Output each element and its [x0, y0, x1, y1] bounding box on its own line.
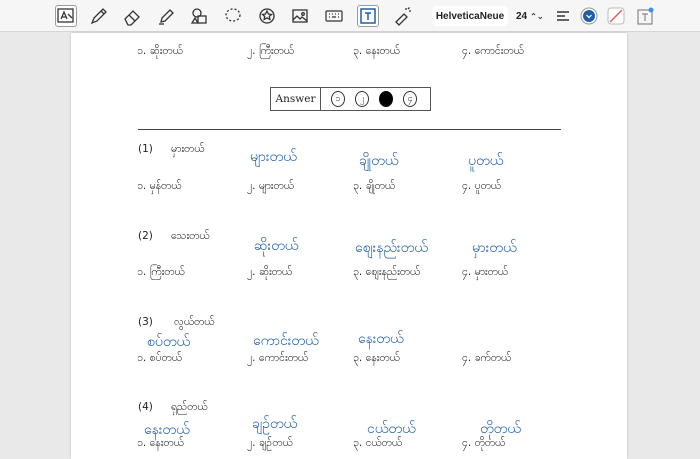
question-2-number: (2): [138, 230, 153, 242]
q3-option-4: ၄. ခက်တယ်: [462, 352, 512, 364]
q2-option-4: ၄. မှားတယ်: [462, 266, 508, 278]
q1-option-2: ၂. များတယ်: [247, 180, 294, 192]
image-icon[interactable]: [289, 5, 311, 27]
question-2-word: သေးတယ်: [171, 230, 210, 242]
lasso-icon[interactable]: [222, 5, 244, 27]
question-1-word: မှားတယ်: [171, 143, 205, 155]
shapes-icon[interactable]: [188, 5, 210, 27]
divider-line: [138, 129, 561, 130]
question-4-word: ရှည်တယ်: [171, 401, 208, 413]
document-page: [71, 33, 627, 459]
handwritten-q3-1: စပ်တယ်: [147, 334, 191, 350]
q2-option-2: ၂. ဆိုးတယ်: [247, 266, 293, 278]
handwritten-q1-1: များတယ်: [250, 149, 297, 165]
stepper-chevron-icon: ⌃⌄: [530, 11, 544, 21]
handwritten-q4-4: တိုတယ်: [480, 421, 521, 437]
text-style-icon[interactable]: [634, 5, 656, 27]
sticker-icon[interactable]: [256, 5, 278, 27]
font-size-value: 24: [516, 10, 528, 22]
handwritten-q4-2: ချဉ်တယ်: [252, 416, 298, 432]
q1-option-1: ၁. မှန်တယ်: [137, 180, 182, 192]
handwritten-q3-3: နေးတယ်: [358, 331, 404, 347]
q3-option-3: ၃. နေးတယ်: [353, 352, 400, 364]
option-3: ၃. နေးတယ်: [353, 45, 400, 57]
text-tool-icon[interactable]: [357, 5, 379, 27]
answer-bubble-4[interactable]: ၄: [403, 91, 417, 107]
answer-label: Answer: [271, 88, 321, 110]
keyboard-icon[interactable]: [323, 5, 345, 27]
handwritten-q1-2: ချိုတယ်: [359, 153, 399, 169]
align-icon[interactable]: [552, 5, 574, 27]
q3-option-1: ၁. စပ်တယ်: [137, 352, 182, 364]
answer-bubble-1[interactable]: ၁: [331, 91, 345, 107]
handwritten-q4-3: ငယ်တယ်: [367, 421, 416, 437]
fill-color-icon[interactable]: [605, 5, 627, 27]
annotation-toolbar: [0, 0, 700, 32]
question-3-word: လွယ်တယ်: [174, 316, 215, 328]
answer-box: [270, 87, 431, 111]
text-box-edit-icon[interactable]: [55, 5, 77, 27]
pen-icon[interactable]: [87, 5, 109, 27]
question-1-number: (1): [138, 143, 153, 155]
option-1: ၁. ဆိုးတယ်: [137, 45, 183, 57]
q4-option-2: ၂. ချဉ်တယ်: [247, 437, 293, 449]
text-color-swatch[interactable]: [578, 5, 600, 27]
highlighter-icon[interactable]: [155, 5, 177, 27]
question-3-number: (3): [138, 316, 153, 328]
font-name-selector[interactable]: HelveticaNeue: [432, 6, 508, 26]
answer-bubble-2[interactable]: ၂: [355, 91, 369, 107]
handwritten-q4-1: နေးတယ်: [144, 422, 190, 438]
option-4: ၄. ကောင်းတယ်: [462, 45, 524, 57]
handwritten-q3-2: ကောင်းတယ်: [253, 333, 319, 349]
q1-option-3: ၃. ချိုတယ်: [353, 180, 396, 192]
handwritten-q1-3: ပူတယ်: [468, 153, 504, 169]
question-4-number: (4): [138, 401, 153, 413]
handwritten-q2-3: မှားတယ်: [472, 240, 517, 256]
option-2: ၂. ကြီးတယ်: [247, 45, 294, 57]
font-size-selector[interactable]: [516, 6, 546, 26]
q4-option-4: ၄. တိုတယ်: [462, 437, 506, 449]
eraser-icon[interactable]: [121, 5, 143, 27]
laser-pointer-icon[interactable]: [391, 5, 413, 27]
q2-option-1: ၁. ကြီးတယ်: [137, 266, 185, 278]
q2-option-3: ၃. စျေးနည်းတယ်: [353, 266, 421, 278]
handwritten-q2-1: ဆိုးတယ်: [254, 238, 299, 254]
q1-option-4: ၄. ပူတယ်: [462, 180, 501, 192]
answer-bubble-3-filled[interactable]: ၃: [379, 91, 393, 107]
q4-option-1: ၁. နေးတယ်: [137, 437, 184, 449]
q4-option-3: ၃. ငယ်တယ်: [353, 437, 403, 449]
q3-option-2: ၂. ကောင်းတယ်: [247, 352, 309, 364]
handwritten-q2-2: စျေးနည်းတယ်: [355, 240, 428, 256]
